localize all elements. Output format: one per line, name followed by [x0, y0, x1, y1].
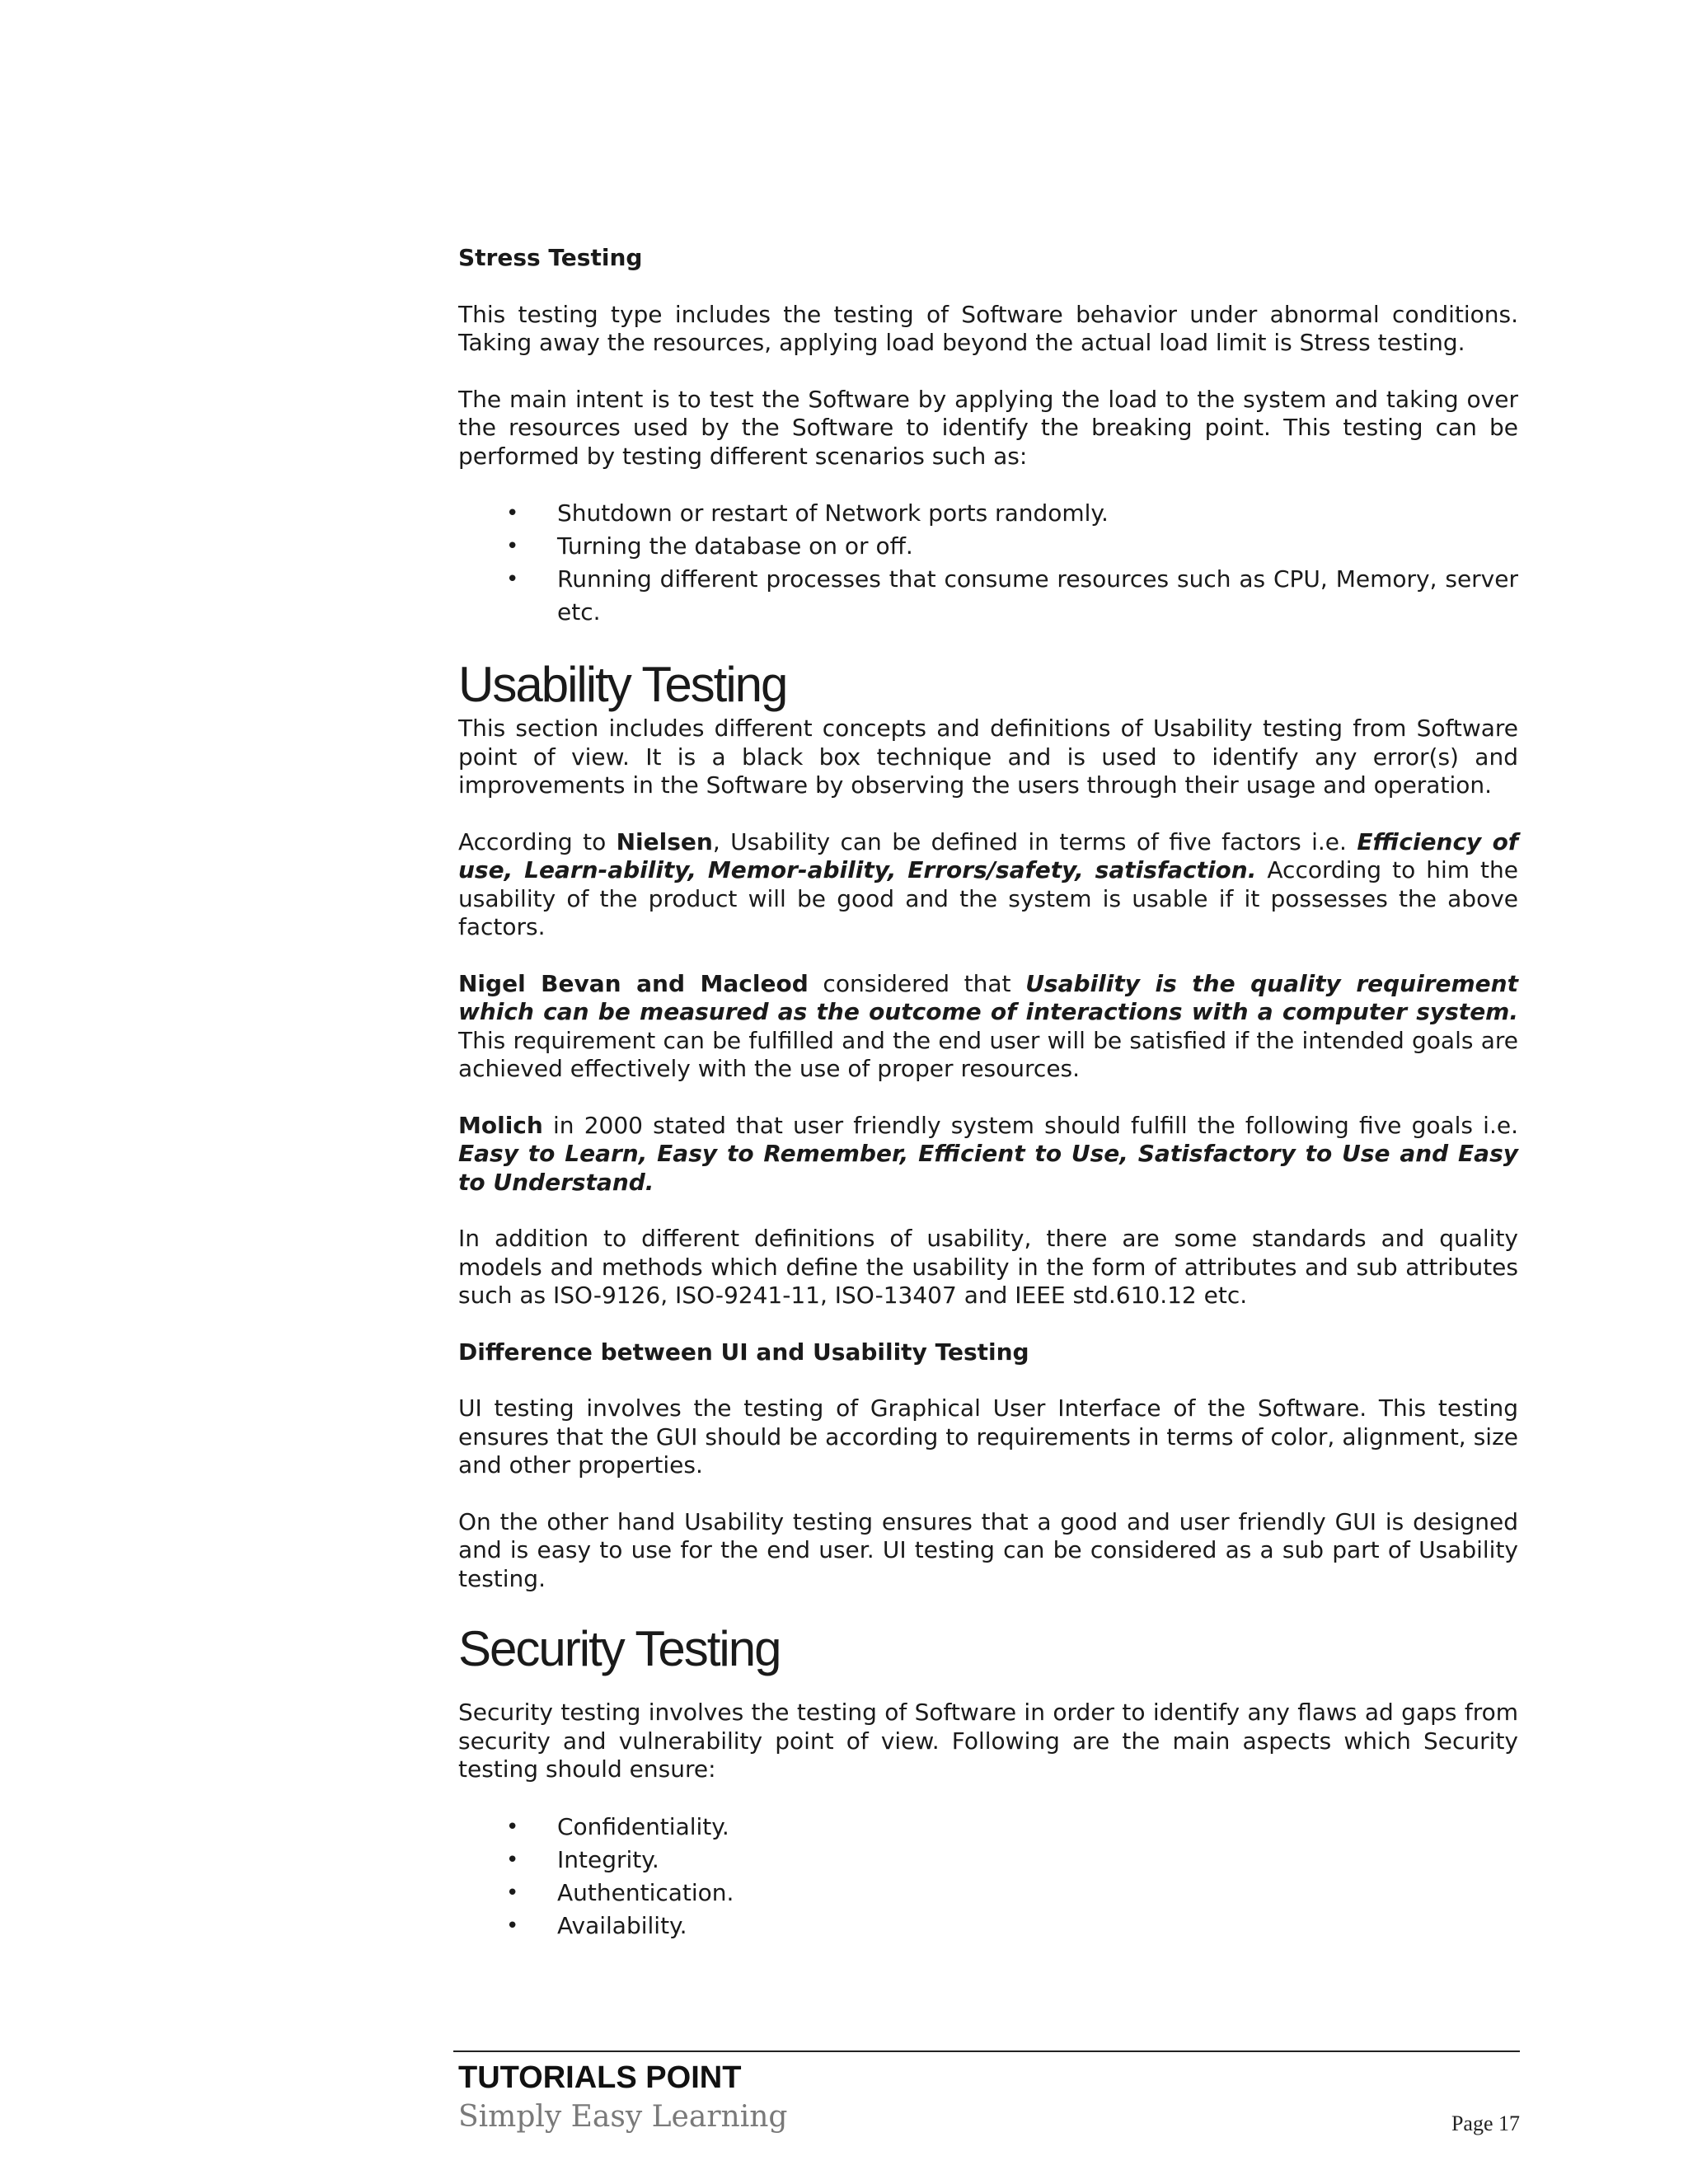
security-paragraph-1: Security testing involves the testing of Software in order to identify any flaws ad gaps from security and vulnerability point of view. Following are the main aspects which Security testing should ensure: — [458, 1699, 1518, 1783]
stress-testing-heading: Stress Testing — [458, 244, 643, 271]
footer-divider — [453, 2050, 1520, 2052]
bullet-icon: • — [506, 1814, 519, 1840]
bullet-icon: • — [506, 501, 519, 526]
ui-vs-usability-heading: Difference between UI and Usability Testing — [458, 1338, 1029, 1366]
ui-testing-paragraph: UI testing involves the testing of Graphical User Interface of the Software. This testing ensures that the GUI should be according to requirements in terms of color, alignment, size and other properties. — [458, 1394, 1518, 1479]
usability-vs-ui-paragraph: On the other hand Usability testing ensures that a good and user friendly GUI is designed and is easy to use for the end user. UI testing can be considered as a sub part of Usability testing. — [458, 1507, 1518, 1592]
page-content — [458, 244, 1518, 1971]
list-item: • Running different processes that consume resources such as CPU, Memory, server etc. — [458, 563, 1518, 629]
security-aspects-list — [458, 1811, 1518, 1943]
usability-paragraph-1: This section includes different concepts and definitions of Usability testing from Software point of view. It is a black box technique and is used to identify any error(s) and improvements in the Software by observing the users through their usage and operation. — [458, 715, 1518, 799]
usability-paragraph-bevan: Nigel Bevan and Macleod considered that Usability is the quality requirement which can be measured as the outcome of interactions with a computer system. This requirement can be fulfilled and the end user will be satisfied if the intended goals are achieved effectively with the use of proper resources. — [458, 969, 1518, 1082]
stress-paragraph-1: This testing type includes the testing of Software behavior under abnormal conditions. Taking away the resources, applying load beyond the actual load limit is Stress testing. — [458, 300, 1518, 356]
page-number: Page 17 — [1451, 2111, 1520, 2135]
list-item: • Shutdown or restart of Network ports randomly. — [458, 497, 1518, 530]
footer-tagline: Simply Easy Learning — [458, 2100, 788, 2134]
stress-scenarios-list — [458, 497, 1518, 629]
stress-paragraph-2: The main intent is to test the Software by applying the load to the system and taking over the resources used by the Software to identify the breaking point. This testing can be performed by testing different scenarios such as: — [458, 385, 1518, 470]
list-item: • Integrity. — [458, 1844, 1518, 1877]
usability-paragraph-molich: Molich in 2000 stated that user friendly system should fulfill the following five goals i.e. Easy to Learn, Easy to Remember, Efficient to Use, Satisfactory to Use and Easy to Understand. — [458, 1111, 1518, 1196]
usability-testing-heading: Usability Testing — [458, 657, 787, 712]
usability-paragraph-standards: In addition to different definitions of usability, there are some standards and quality models and methods which define the usability in the form of attributes and sub attributes such as ISO-9126, ISO-9241-11, ISO-13407 and IEEE std.610.12 etc. — [458, 1225, 1518, 1309]
usability-paragraph-nielsen: According to Nielsen, Usability can be defined in terms of five factors i.e. Efficiency of use, Learn-ability, Memor-ability, Errors/safety, satisfaction. According to him the usability of the product will be good and the system is usable if it possesses the above factors. — [458, 827, 1518, 940]
bullet-icon: • — [506, 1913, 519, 1938]
list-item: • Confidentiality. — [458, 1811, 1518, 1844]
bullet-icon: • — [506, 567, 519, 592]
bullet-icon: • — [506, 1880, 519, 1905]
list-item: • Availability. — [458, 1910, 1518, 1943]
footer-brand: TUTORIALS POINT — [458, 2060, 742, 2095]
bullet-icon: • — [506, 1847, 519, 1872]
security-testing-heading: Security Testing — [458, 1621, 781, 1676]
list-item: • Authentication. — [458, 1877, 1518, 1910]
bullet-icon: • — [506, 534, 519, 559]
list-item: • Turning the database on or off. — [458, 530, 1518, 563]
